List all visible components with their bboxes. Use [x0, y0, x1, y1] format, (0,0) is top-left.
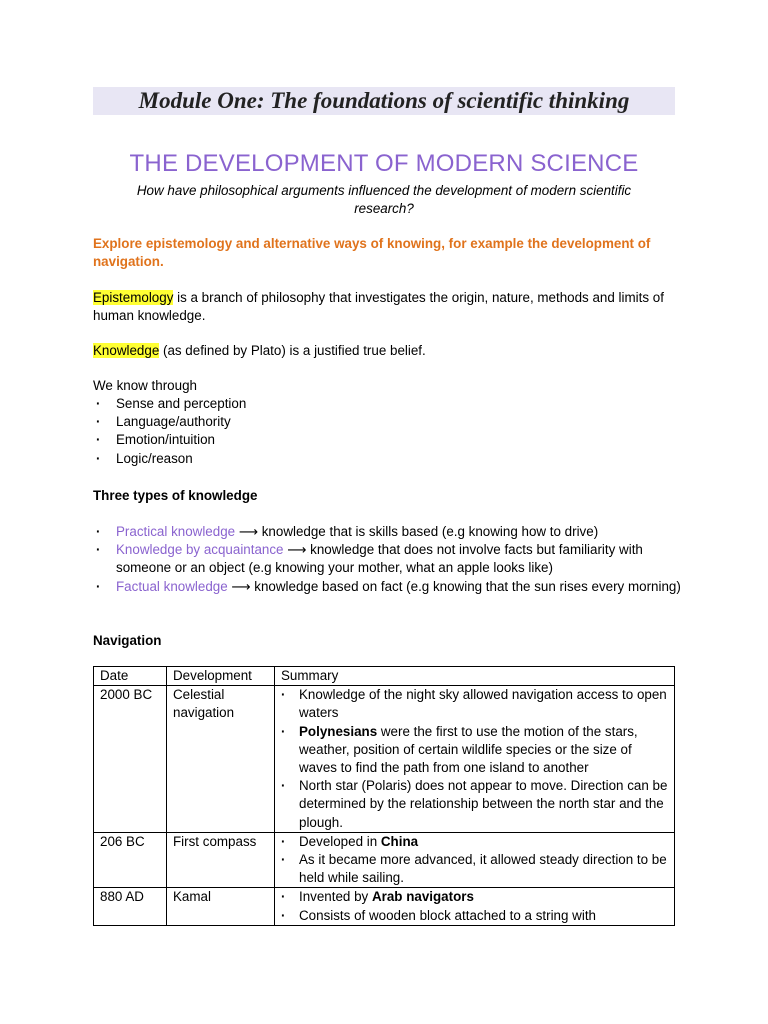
list-item	[93, 523, 683, 541]
summary-text: Developed in	[299, 833, 381, 849]
explore-statement: Explore epistemology and alternative ways of knowing, for example the development of navigation.	[93, 236, 651, 269]
list-item: · Sense and perception	[93, 395, 683, 413]
summary-text: were the first to use the motion of the stars, weather, position of certain wildlife species or the size of waves to find the path from one island to another	[299, 723, 638, 776]
summary-cell	[275, 686, 675, 833]
column-header: Date	[94, 667, 167, 686]
table-row	[94, 686, 675, 833]
type-description: ⟶ knowledge based on fact (e.g knowing that the sun rises every morning)	[227, 578, 681, 594]
summary-item	[281, 888, 668, 906]
type-description: ⟶ knowledge that is skills based (e.g knowing how to drive)	[235, 524, 599, 539]
summary-text: Consists of wooden block attached to a string with	[299, 907, 596, 923]
summary-item	[281, 777, 668, 832]
development-cell: First compass	[167, 832, 275, 888]
development-cell: Kamal	[167, 888, 275, 925]
navigation-heading: Navigation	[93, 633, 162, 648]
table-row	[94, 888, 675, 925]
type-term: Factual knowledge	[116, 578, 228, 594]
section-question: How have philosophical arguments influenced the development of modern scientific research?	[136, 183, 632, 216]
date-cell: 880 AD	[94, 888, 167, 925]
table-row	[94, 832, 675, 888]
summary-cell	[275, 888, 675, 925]
knowledge-paragraph	[93, 342, 683, 360]
table-header-row	[94, 667, 675, 686]
section-heading: THE DEVELOPMENT OF MODERN SCIENCE	[129, 150, 639, 177]
summary-text: Invented by	[299, 889, 372, 905]
types-list	[93, 523, 683, 596]
we-know-intro: We know through	[93, 378, 197, 393]
summary-bold: Arab navigators	[371, 889, 474, 905]
summary-bold: China	[380, 833, 419, 849]
navigation-table	[93, 666, 675, 926]
summary-item	[281, 851, 668, 887]
summary-item	[281, 833, 668, 851]
epistemology-definition: is a branch of philosophy that investigates the origin, nature, methods and limits of human knowledge.	[93, 290, 664, 323]
we-know-list	[93, 377, 683, 468]
summary-text: North star (Polaris) does not appear to move. Direction can be determined by the relationship between the north star and the plough.	[299, 778, 668, 830]
development-cell: Celestial navigation	[167, 686, 275, 833]
list-item: · Emotion/intuition	[93, 431, 683, 449]
date-cell: 206 BC	[94, 832, 167, 888]
summary-item	[281, 686, 668, 722]
type-term: Knowledge by acquaintance	[116, 542, 284, 558]
summary-item	[281, 723, 668, 778]
column-header: Development	[167, 667, 275, 686]
knowledge-term: Knowledge	[93, 343, 160, 358]
summary-cell	[275, 832, 675, 888]
type-description: ⟶ knowledge that does not involve facts but familiarity with someone or an object (e.g knowing your mother, what an apple looks like)	[116, 542, 643, 576]
module-title: Module One: The foundations of scientific thinking	[138, 88, 630, 113]
epistemology-term: Epistemology	[93, 290, 174, 305]
types-heading: Three types of knowledge	[93, 488, 258, 503]
summary-item	[281, 907, 668, 925]
date-cell: 2000 BC	[94, 686, 167, 833]
list-item: · Logic/reason	[93, 450, 683, 468]
column-header: Summary	[275, 667, 675, 686]
list-item	[93, 541, 683, 577]
epistemology-paragraph	[93, 289, 683, 325]
summary-text: Knowledge of the night sky allowed navigation access to open waters	[299, 687, 667, 721]
list-item	[93, 578, 683, 596]
type-term: Practical knowledge	[116, 524, 236, 539]
summary-text: As it became more advanced, it allowed steady direction to be held while sailing.	[299, 852, 667, 886]
module-banner	[93, 87, 675, 115]
knowledge-definition: (as defined by Plato) is a justified true belief.	[159, 343, 426, 358]
summary-bold: Polynesians	[299, 723, 378, 739]
list-item: · Language/authority	[93, 413, 683, 431]
